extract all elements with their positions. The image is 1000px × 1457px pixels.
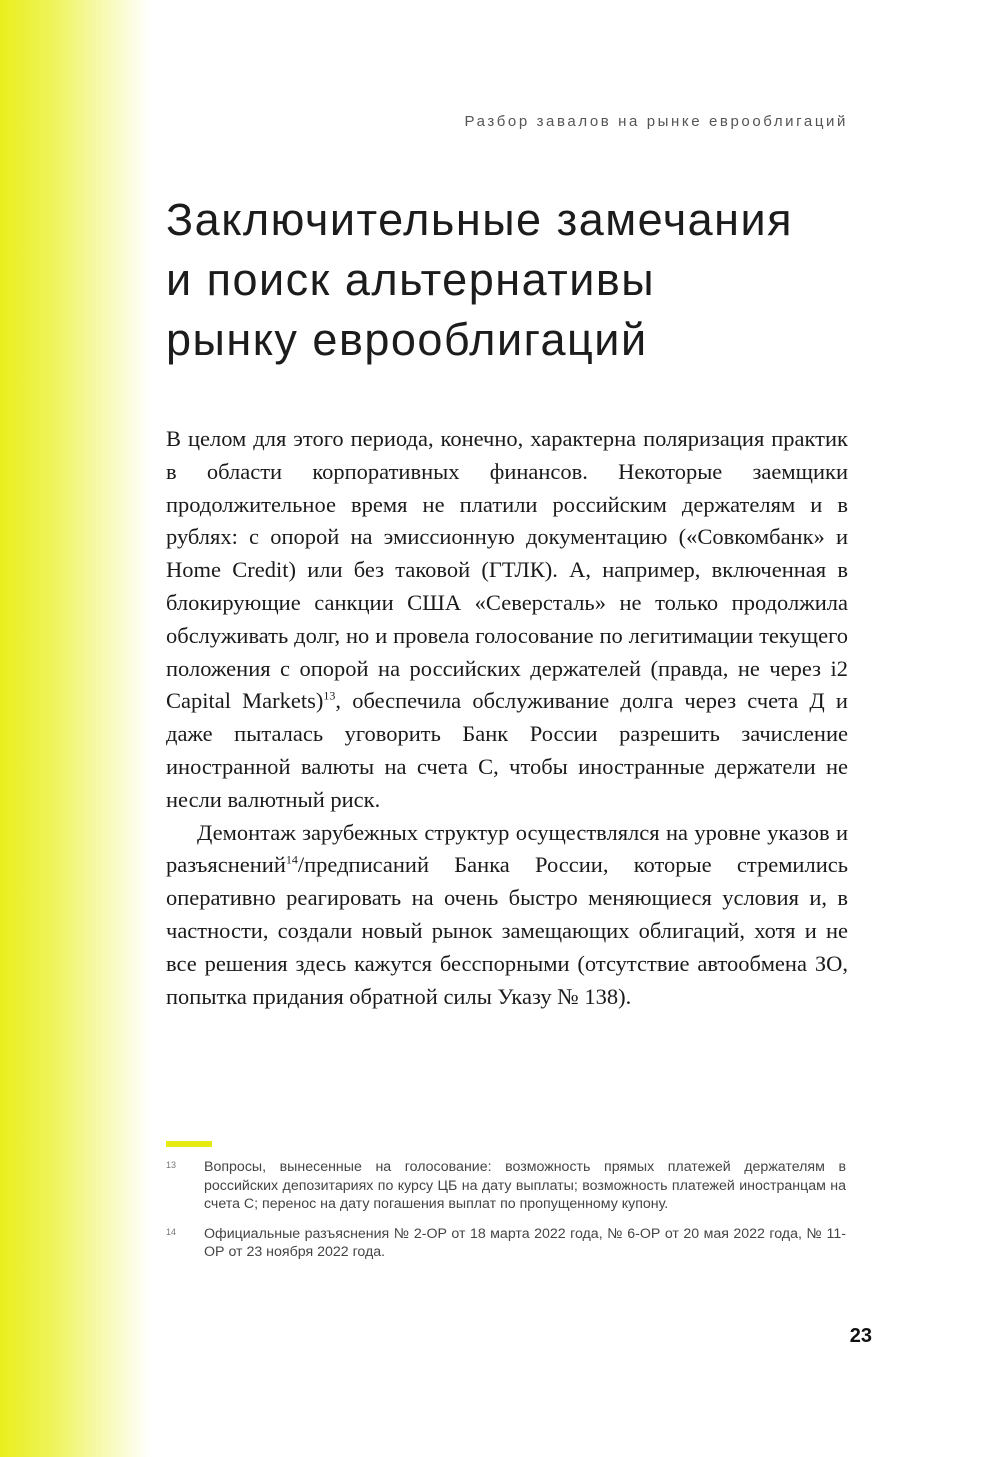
- footnote-ref-13: 13: [323, 688, 336, 703]
- chapter-title-line-2: и поиск альтернативы: [166, 254, 656, 305]
- footnote-14: [166, 1225, 846, 1262]
- footnote-ref-14: 14: [285, 852, 298, 867]
- paragraph-1: [166, 423, 848, 817]
- paragraph-2: [166, 817, 848, 1014]
- chapter-title-line-1: Заключительные замечания: [166, 194, 794, 245]
- paragraph-1-text-a: В целом для этого периода, конечно, характерна поляризация практик в области корпоративных финансов. Некоторые заемщики продолжительное время не платили российским держателям и в рублях: с опорой на эмиссионную документацию («Совкомбанк» и Home Credit) или без таковой (ГТЛК). А, например, включенная в блокирующие санкции США «Северсталь» не только продолжила обслуживать долг, но и провела голосование по легитимации текущего положения с опорой на российских держателей (правда, не через i2 Capital Markets): [166, 426, 848, 714]
- chapter-title-line-3: рынку еврооблигаций: [166, 314, 648, 365]
- running-head: Разбор завалов на рынке еврооблигаций: [464, 113, 848, 130]
- footnote-text: Вопросы, вынесенные на голосование: возможность прямых платежей держателям в российских депозитариях по курсу ЦБ на дату выплаты; возможность платежей иностранцам на счета С; перенос на дату погашения выплат по пропущенному купону.: [204, 1159, 846, 1212]
- page-number: 23: [849, 1325, 872, 1347]
- yellow-side-strip: [0, 0, 150, 1457]
- footnote-text: Официальные разъяснения № 2-ОР от 18 марта 2022 года, № 6-ОР от 20 мая 2022 года, № 11-ОР от 23 ноября 2022 года.: [204, 1225, 846, 1260]
- footnote-divider: [166, 1141, 212, 1147]
- footnotes: [166, 1158, 846, 1273]
- footnote-13: [166, 1158, 846, 1214]
- footnote-number: 14: [166, 1226, 177, 1237]
- footnote-number: 13: [166, 1160, 177, 1170]
- paragraph-2-text-a: Демонтаж зарубежных структур осуществлялся на уровне указов и разъяснений: [166, 819, 848, 878]
- chapter-title: [166, 190, 886, 370]
- paragraph-1-text-b: , обеспечила обслуживание долга через счета Д и даже пыталась уговорить Банк России разрешить зачисление иностранной валюты на счета С, чтобы иностранные держатели не несли валютный риск.: [166, 688, 848, 812]
- paragraph-2-text-b: /предписаний Банка России, которые стремились оперативно реагировать на очень быстро меняющиеся условия и, в частности, создали новый рынок замещающих облигаций, хотя и не все решения здесь кажутся бесспорными (отсутствие автообмена ЗО, попытка придания обратной силы Указу № 138).: [166, 852, 848, 1009]
- body-text: [166, 423, 848, 1013]
